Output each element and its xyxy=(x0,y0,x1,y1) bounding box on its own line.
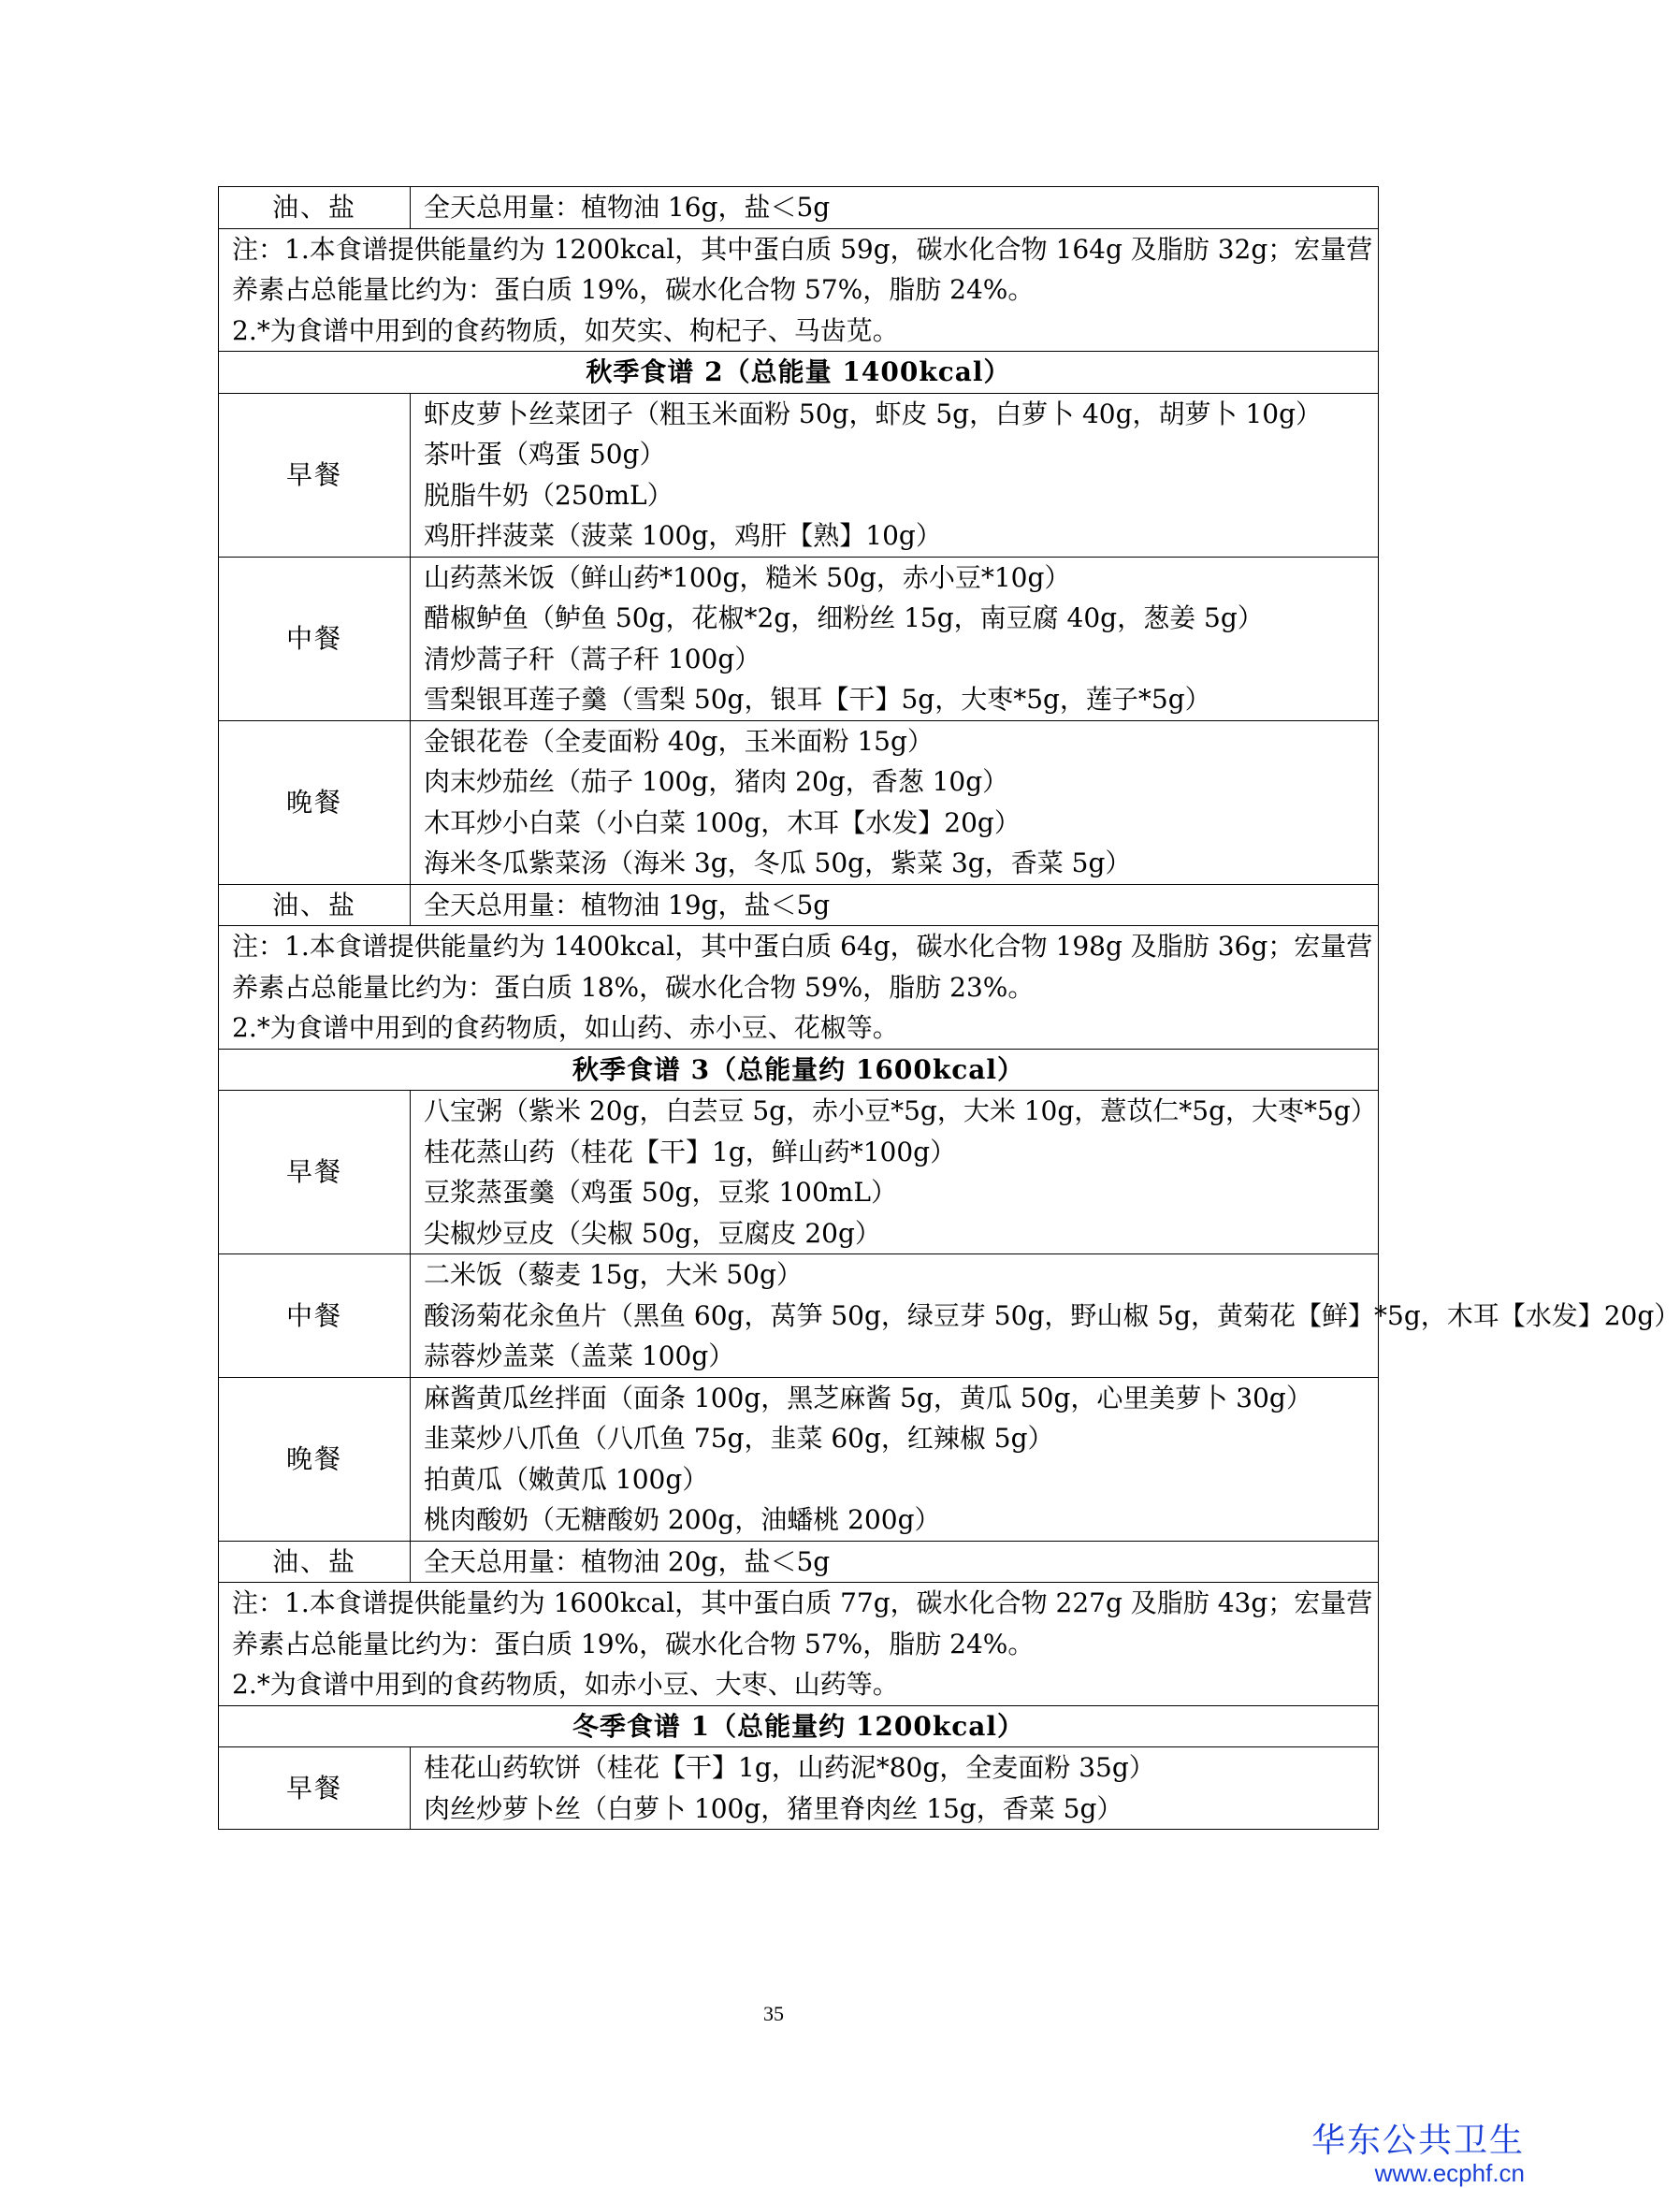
nutrition-note xyxy=(219,926,1379,1050)
nutrition-note xyxy=(219,1583,1379,1706)
dish-item: 酸汤菊花汆鱼片（黑鱼 60g，莴笋 50g，绿豆芽 50g，野山椒 5g，黄菊花【鲜】*5g，木耳【水发】20g） xyxy=(424,1299,1680,1331)
dish-item: 肉末炒茄丝（茄子 100g，猪肉 20g，香葱 10g） xyxy=(424,766,1009,797)
note-row xyxy=(219,926,1379,1050)
meal-label: 油、盐 xyxy=(219,187,411,229)
menu-title: 秋季食谱 2（总能量 1400kcal） xyxy=(219,352,1379,394)
note-line: 2.*为食谱中用到的食药物质，如赤小豆、大枣、山药等。 xyxy=(232,1669,899,1700)
note-line: 2.*为食谱中用到的食药物质，如芡实、枸杞子、马齿苋。 xyxy=(232,314,899,346)
dish-item: 全天总用量：植物油 19g，盐＜5g xyxy=(424,889,831,920)
dish-list xyxy=(411,720,1379,884)
dish-list xyxy=(411,187,1379,229)
dish-item: 桃肉酸奶（无糖酸奶 200g，油蟠桃 200g） xyxy=(424,1504,941,1535)
dish-item: 桂花山药软饼（桂花【干】1g，山药泥*80g，全麦面粉 35g） xyxy=(424,1752,1155,1783)
dish-item: 尖椒炒豆皮（尖椒 50g，豆腐皮 20g） xyxy=(424,1217,881,1249)
meal-row xyxy=(219,1254,1379,1378)
dish-item: 清炒蒿子秆（蒿子秆 100g） xyxy=(424,643,761,674)
dish-item: 蒜蓉炒盖菜（盖菜 100g） xyxy=(424,1340,735,1371)
nutrition-note xyxy=(219,228,1379,352)
note-line: 注：1.本食谱提供能量约为 1200kcal，其中蛋白质 59g，碳水化合物 164g 及脂肪 32g；宏量营养素占总能量比约为：蛋白质 19%，碳水化合物 57%，脂肪 24%。 xyxy=(232,233,1373,305)
meal-label: 油、盐 xyxy=(219,884,411,926)
note-line: 注：1.本食谱提供能量约为 1600kcal，其中蛋白质 77g，碳水化合物 227g 及脂肪 43g；宏量营养素占总能量比约为：蛋白质 19%，碳水化合物 57%，脂肪 24%。 xyxy=(232,1587,1373,1659)
dish-item: 脱脂牛奶（250mL） xyxy=(424,479,673,511)
meal-row xyxy=(219,557,1379,720)
menu-title: 冬季食谱 1（总能量约 1200kcal） xyxy=(219,1705,1379,1747)
meal-label: 早餐 xyxy=(219,393,411,557)
dish-item: 鸡肝拌菠菜（菠菜 100g，鸡肝【熟】10g） xyxy=(424,520,942,551)
recipe-table-body xyxy=(219,187,1680,1830)
menu-title-row xyxy=(219,352,1379,394)
meal-row xyxy=(219,884,1379,926)
meal-label: 中餐 xyxy=(219,1254,411,1378)
meal-row xyxy=(219,187,1379,229)
dish-list xyxy=(411,557,1379,720)
dish-list xyxy=(411,393,1379,557)
dish-item: 麻酱黄瓜丝拌面（面条 100g，黑芝麻酱 5g，黄瓜 50g，心里美萝卜 30g） xyxy=(424,1382,1312,1413)
meal-row xyxy=(219,1091,1379,1254)
meal-row xyxy=(219,1747,1379,1830)
meal-label: 晚餐 xyxy=(219,1377,411,1541)
dish-list xyxy=(411,1747,1379,1830)
meal-label: 油、盐 xyxy=(219,1541,411,1583)
meal-row xyxy=(219,1541,1379,1583)
menu-title-row xyxy=(219,1705,1379,1747)
menu-title-row xyxy=(219,1049,1379,1091)
dish-item: 桂花蒸山药（桂花【干】1g，鲜山药*100g） xyxy=(424,1136,957,1167)
watermark-url[interactable]: www.ecphf.cn xyxy=(1374,2159,1525,2187)
dish-list xyxy=(411,884,1379,926)
meal-label: 早餐 xyxy=(219,1747,411,1830)
dish-item: 拍黄瓜（嫩黄瓜 100g） xyxy=(424,1463,709,1495)
meal-label: 晚餐 xyxy=(219,720,411,884)
dish-item: 醋椒鲈鱼（鲈鱼 50g，花椒*2g，细粉丝 15g，南豆腐 40g，葱姜 5g） xyxy=(424,602,1264,633)
dish-item: 海米冬瓜紫菜汤（海米 3g，冬瓜 50g，紫菜 3g，香菜 5g） xyxy=(424,848,1132,878)
dish-item: 虾皮萝卜丝菜团子（粗玉米面粉 50g，虾皮 5g，白萝卜 40g，胡萝卜 10g） xyxy=(424,398,1323,429)
note-line: 2.*为食谱中用到的食药物质，如山药、赤小豆、花椒等。 xyxy=(232,1012,899,1043)
note-line: 注：1.本食谱提供能量约为 1400kcal，其中蛋白质 64g，碳水化合物 198g 及脂肪 36g；宏量营养素占总能量比约为：蛋白质 18%，碳水化合物 59%，脂肪 23%。 xyxy=(232,931,1373,1003)
dish-item: 茶叶蛋（鸡蛋 50g） xyxy=(424,439,666,470)
dish-list xyxy=(411,1377,1379,1541)
dish-item: 八宝粥（紫米 20g，白芸豆 5g，赤小豆*5g，大米 10g，薏苡仁*5g，大枣*5g） xyxy=(424,1095,1377,1126)
dish-item: 全天总用量：植物油 20g，盐＜5g xyxy=(424,1545,831,1577)
dish-item: 全天总用量：植物油 16g，盐＜5g xyxy=(424,192,831,223)
watermark-title: 华东公共卫生 xyxy=(1311,2122,1525,2160)
dish-list xyxy=(411,1091,1379,1254)
dish-item: 木耳炒小白菜（小白菜 100g，木耳【水发】20g） xyxy=(424,806,1021,838)
meal-row xyxy=(219,1377,1379,1541)
recipe-table xyxy=(218,186,1680,1830)
dish-item: 豆浆蒸蛋羹（鸡蛋 50g，豆浆 100mL） xyxy=(424,1177,897,1208)
meal-row xyxy=(219,720,1379,884)
note-row xyxy=(219,1583,1379,1706)
menu-title: 秋季食谱 3（总能量约 1600kcal） xyxy=(219,1049,1379,1091)
meal-label: 早餐 xyxy=(219,1091,411,1254)
dish-item: 韭菜炒八爪鱼（八爪鱼 75g，韭菜 60g，红辣椒 5g） xyxy=(424,1423,1054,1454)
dish-item: 二米饭（藜麦 15g，大米 50g） xyxy=(424,1259,803,1290)
dish-item: 山药蒸米饭（鲜山药*100g，糙米 50g，赤小豆*10g） xyxy=(424,561,1071,593)
dish-list xyxy=(411,1254,1680,1378)
meal-label: 中餐 xyxy=(219,557,411,720)
meal-row xyxy=(219,393,1379,557)
dish-item: 肉丝炒萝卜丝（白萝卜 100g，猪里脊肉丝 15g，香菜 5g） xyxy=(424,1792,1123,1824)
note-row xyxy=(219,228,1379,352)
dish-item: 雪梨银耳莲子羹（雪梨 50g，银耳【干】5g，大枣*5g，莲子*5g） xyxy=(424,684,1211,715)
page-number: 35 xyxy=(763,2002,784,2025)
dish-list xyxy=(411,1541,1379,1583)
dish-item: 金银花卷（全麦面粉 40g，玉米面粉 15g） xyxy=(424,725,934,757)
